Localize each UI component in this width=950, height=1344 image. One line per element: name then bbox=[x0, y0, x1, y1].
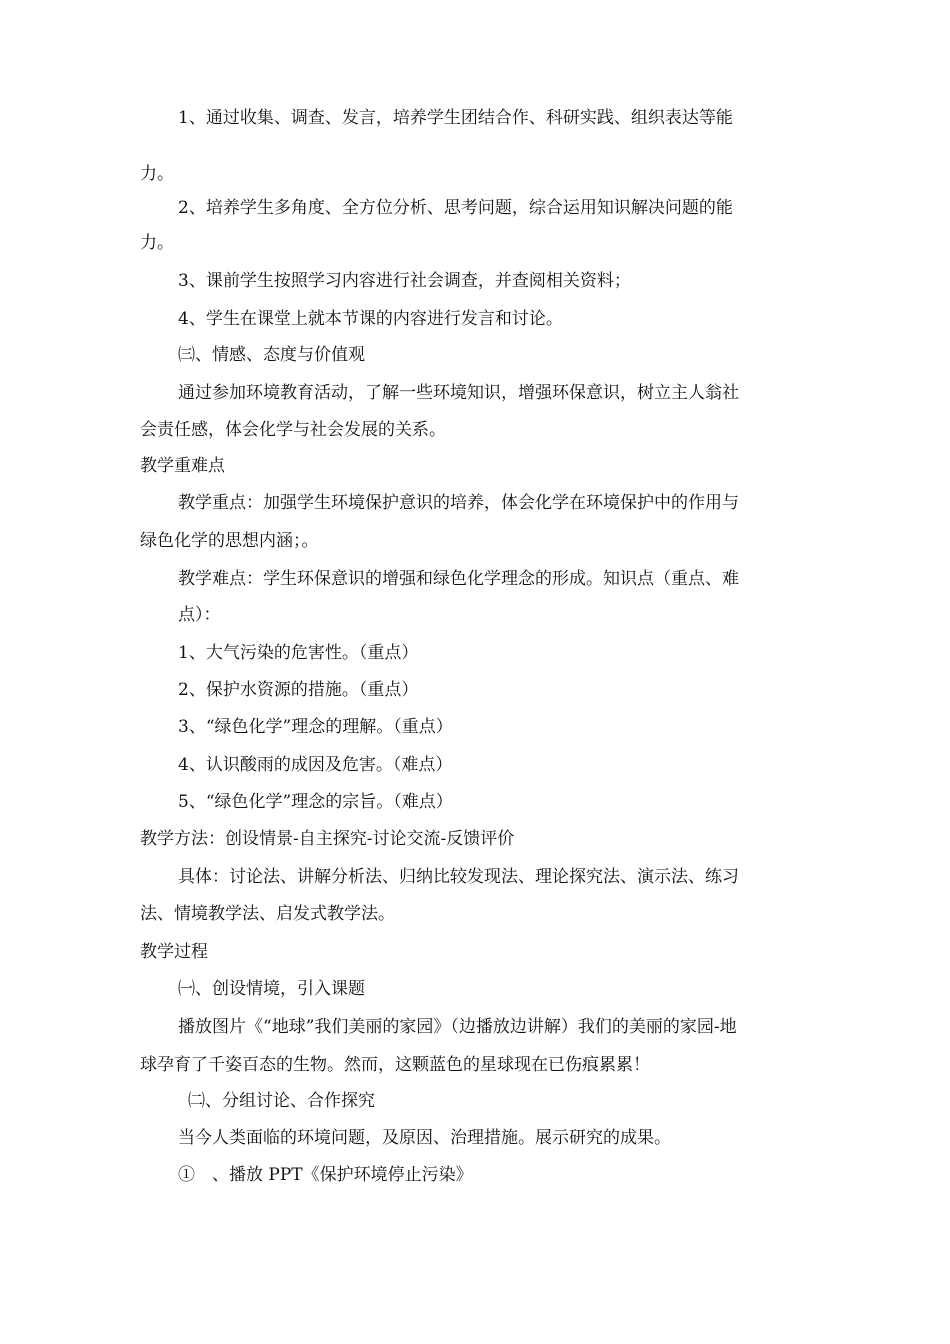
text-line: 播放图片《“地球”我们美丽的家园》（边播放边讲解）我们的美丽的家园-地 bbox=[178, 1017, 737, 1037]
section-heading: ㈢、情感、态度与价值观 bbox=[178, 345, 365, 365]
text-line: 教学难点：学生环保意识的增强和绿色化学理念的形成。知识点（重点、难 bbox=[178, 569, 739, 589]
section-title: 教学过程 bbox=[140, 942, 208, 962]
text-line: 4、学生在课堂上就本节课的内容进行发言和讨论。 bbox=[178, 309, 563, 329]
section-heading: ㈡、分组讨论、合作探究 bbox=[188, 1091, 375, 1111]
text-line: 具体：讨论法、讲解分析法、归纳比较发现法、理论探究法、演示法、练习 bbox=[178, 867, 739, 887]
list-item: 1、大气污染的危害性。（重点） bbox=[178, 643, 419, 663]
text-line: 力。 bbox=[140, 164, 174, 184]
text-line: 点）： bbox=[178, 605, 221, 625]
text-line: 通过参加环境教育活动，了解一些环境知识，增强环保意识，树立主人翁社 bbox=[178, 383, 739, 403]
text-line: 力。 bbox=[140, 233, 174, 253]
text-line: 3、课前学生按照学习内容进行社会调查，并查阅相关资料； bbox=[178, 271, 631, 291]
text-line: 1、通过收集、调查、发言，培养学生团结合作、科研实践、组织表达等能 bbox=[178, 108, 733, 128]
list-item: 2、保护水资源的措施。（重点） bbox=[178, 680, 419, 700]
text-line: 球孕育了千姿百态的生物。然而，这颗蓝色的星球现在已伤痕累累！ bbox=[140, 1055, 650, 1075]
text-line: 当今人类面临的环境问题，及原因、治理措施。展示研究的成果。 bbox=[178, 1128, 671, 1148]
text-line: 法、情境教学法、启发式教学法。 bbox=[140, 904, 395, 924]
section-title: 教学方法：创设情景-自主探究-讨论交流-反馈评价 bbox=[140, 829, 515, 849]
list-item: ① 、播放 PPT《保护环境停止污染》 bbox=[178, 1165, 473, 1185]
list-item: 5、“绿色化学”理念的宗旨。（难点） bbox=[178, 792, 453, 812]
list-item: 3、“绿色化学”理念的理解。（重点） bbox=[178, 717, 453, 737]
text-line: 2、培养学生多角度、全方位分析、思考问题，综合运用知识解决问题的能 bbox=[178, 198, 733, 218]
section-heading: ㈠、创设情境，引入课题 bbox=[178, 979, 365, 999]
text-line: 会责任感，体会化学与社会发展的关系。 bbox=[140, 420, 446, 440]
list-item: 4、认识酸雨的成因及危害。（难点） bbox=[178, 755, 453, 775]
text-line: 教学重点：加强学生环境保护意识的培养，体会化学在环境保护中的作用与 bbox=[178, 493, 739, 513]
section-title: 教学重难点 bbox=[140, 456, 225, 476]
text-line: 绿色化学的思想内涵；。 bbox=[140, 531, 319, 551]
